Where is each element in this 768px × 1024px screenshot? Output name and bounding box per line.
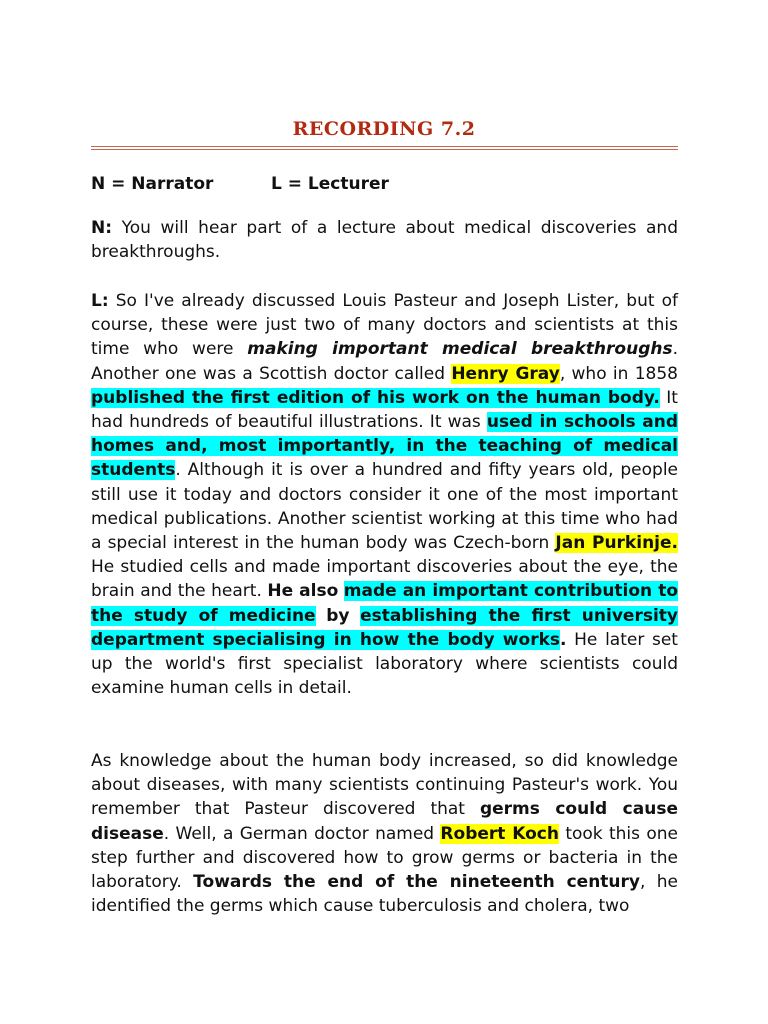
paragraph-narrator [91,216,678,264]
text-run [338,581,344,601]
bold-text: He also [267,581,339,602]
bold-text: germs could cause disease [91,799,678,844]
text-run: . Another one was a Scottish doctor called [91,339,678,384]
page-title: RECORDING 7.2 [292,118,476,140]
highlight-name: Jan Purkinje. [555,533,678,554]
bold-text: . [560,629,567,650]
highlight-phrase: made an important contribution to the study of medicine [91,581,679,626]
text-run: . Well, a German doctor named [163,823,441,844]
title-rule-top [91,146,678,147]
text-run: . Although it is over a hundred and fifty years old, people still use it today and doctors consider it one of the most important medical publications. Another scientist working at this time who had a special interest in the human body was Czech-born [91,460,678,554]
highlight-phrase: used in schools and homes and, most importantly, in the teaching of medical students [91,412,678,481]
text-run: , he identified the germs which cause tuberculosis and cholera, two [91,872,678,917]
text-run: took this one step further and discovered how to grow germs or bacteria in the laboratory. [91,823,678,893]
text-run [349,606,360,626]
bold-text: Towards the end of the nineteenth century [193,872,641,893]
text-run: He studied cells and made important discoveries about the eye, the brain and the heart. [91,557,678,602]
legend-narrator: N = Narrator [91,174,214,194]
text-run: You will hear part of a lecture about medical discoveries and breakthroughs. [91,218,678,263]
emphasis-text: making important medical breakthroughs [247,339,673,360]
legend-lecturer: L = Lecturer [271,174,389,194]
highlight-name: Henry Gray [451,363,560,384]
speaker-label: N: [91,218,113,238]
title-rule-bottom [91,149,678,150]
highlight-phrase: establishing the first university department specialising in how the body works [91,605,678,650]
speaker-label: L: [91,291,109,311]
highlight-phrase: published the first edition of his work on the human body. [91,387,660,408]
text-run: As knowledge about the human body increased, so did knowledge about diseases, with many scientists continuing Pasteur's work. You remember that Pasteur discovered that [91,751,678,820]
text-run: It had hundreds of beautiful illustrations. It was [91,387,678,433]
text-run [316,606,327,626]
text-run: So I've already discussed Louis Pasteur and Joseph Lister, but of course, these were just two of many doctors and scientists at this time who were [91,291,678,360]
text-run: He later set up the world's first specialist laboratory where scientists could examine human cells in detail. [91,629,678,699]
paragraph-lecturer-1 [91,289,678,700]
bold-text: by [326,605,350,626]
highlight-name: Robert Koch [440,823,559,844]
text-run: , who in 1858 [559,363,678,384]
speaker-legend [91,172,389,196]
paragraph-lecturer-2 [91,749,678,918]
